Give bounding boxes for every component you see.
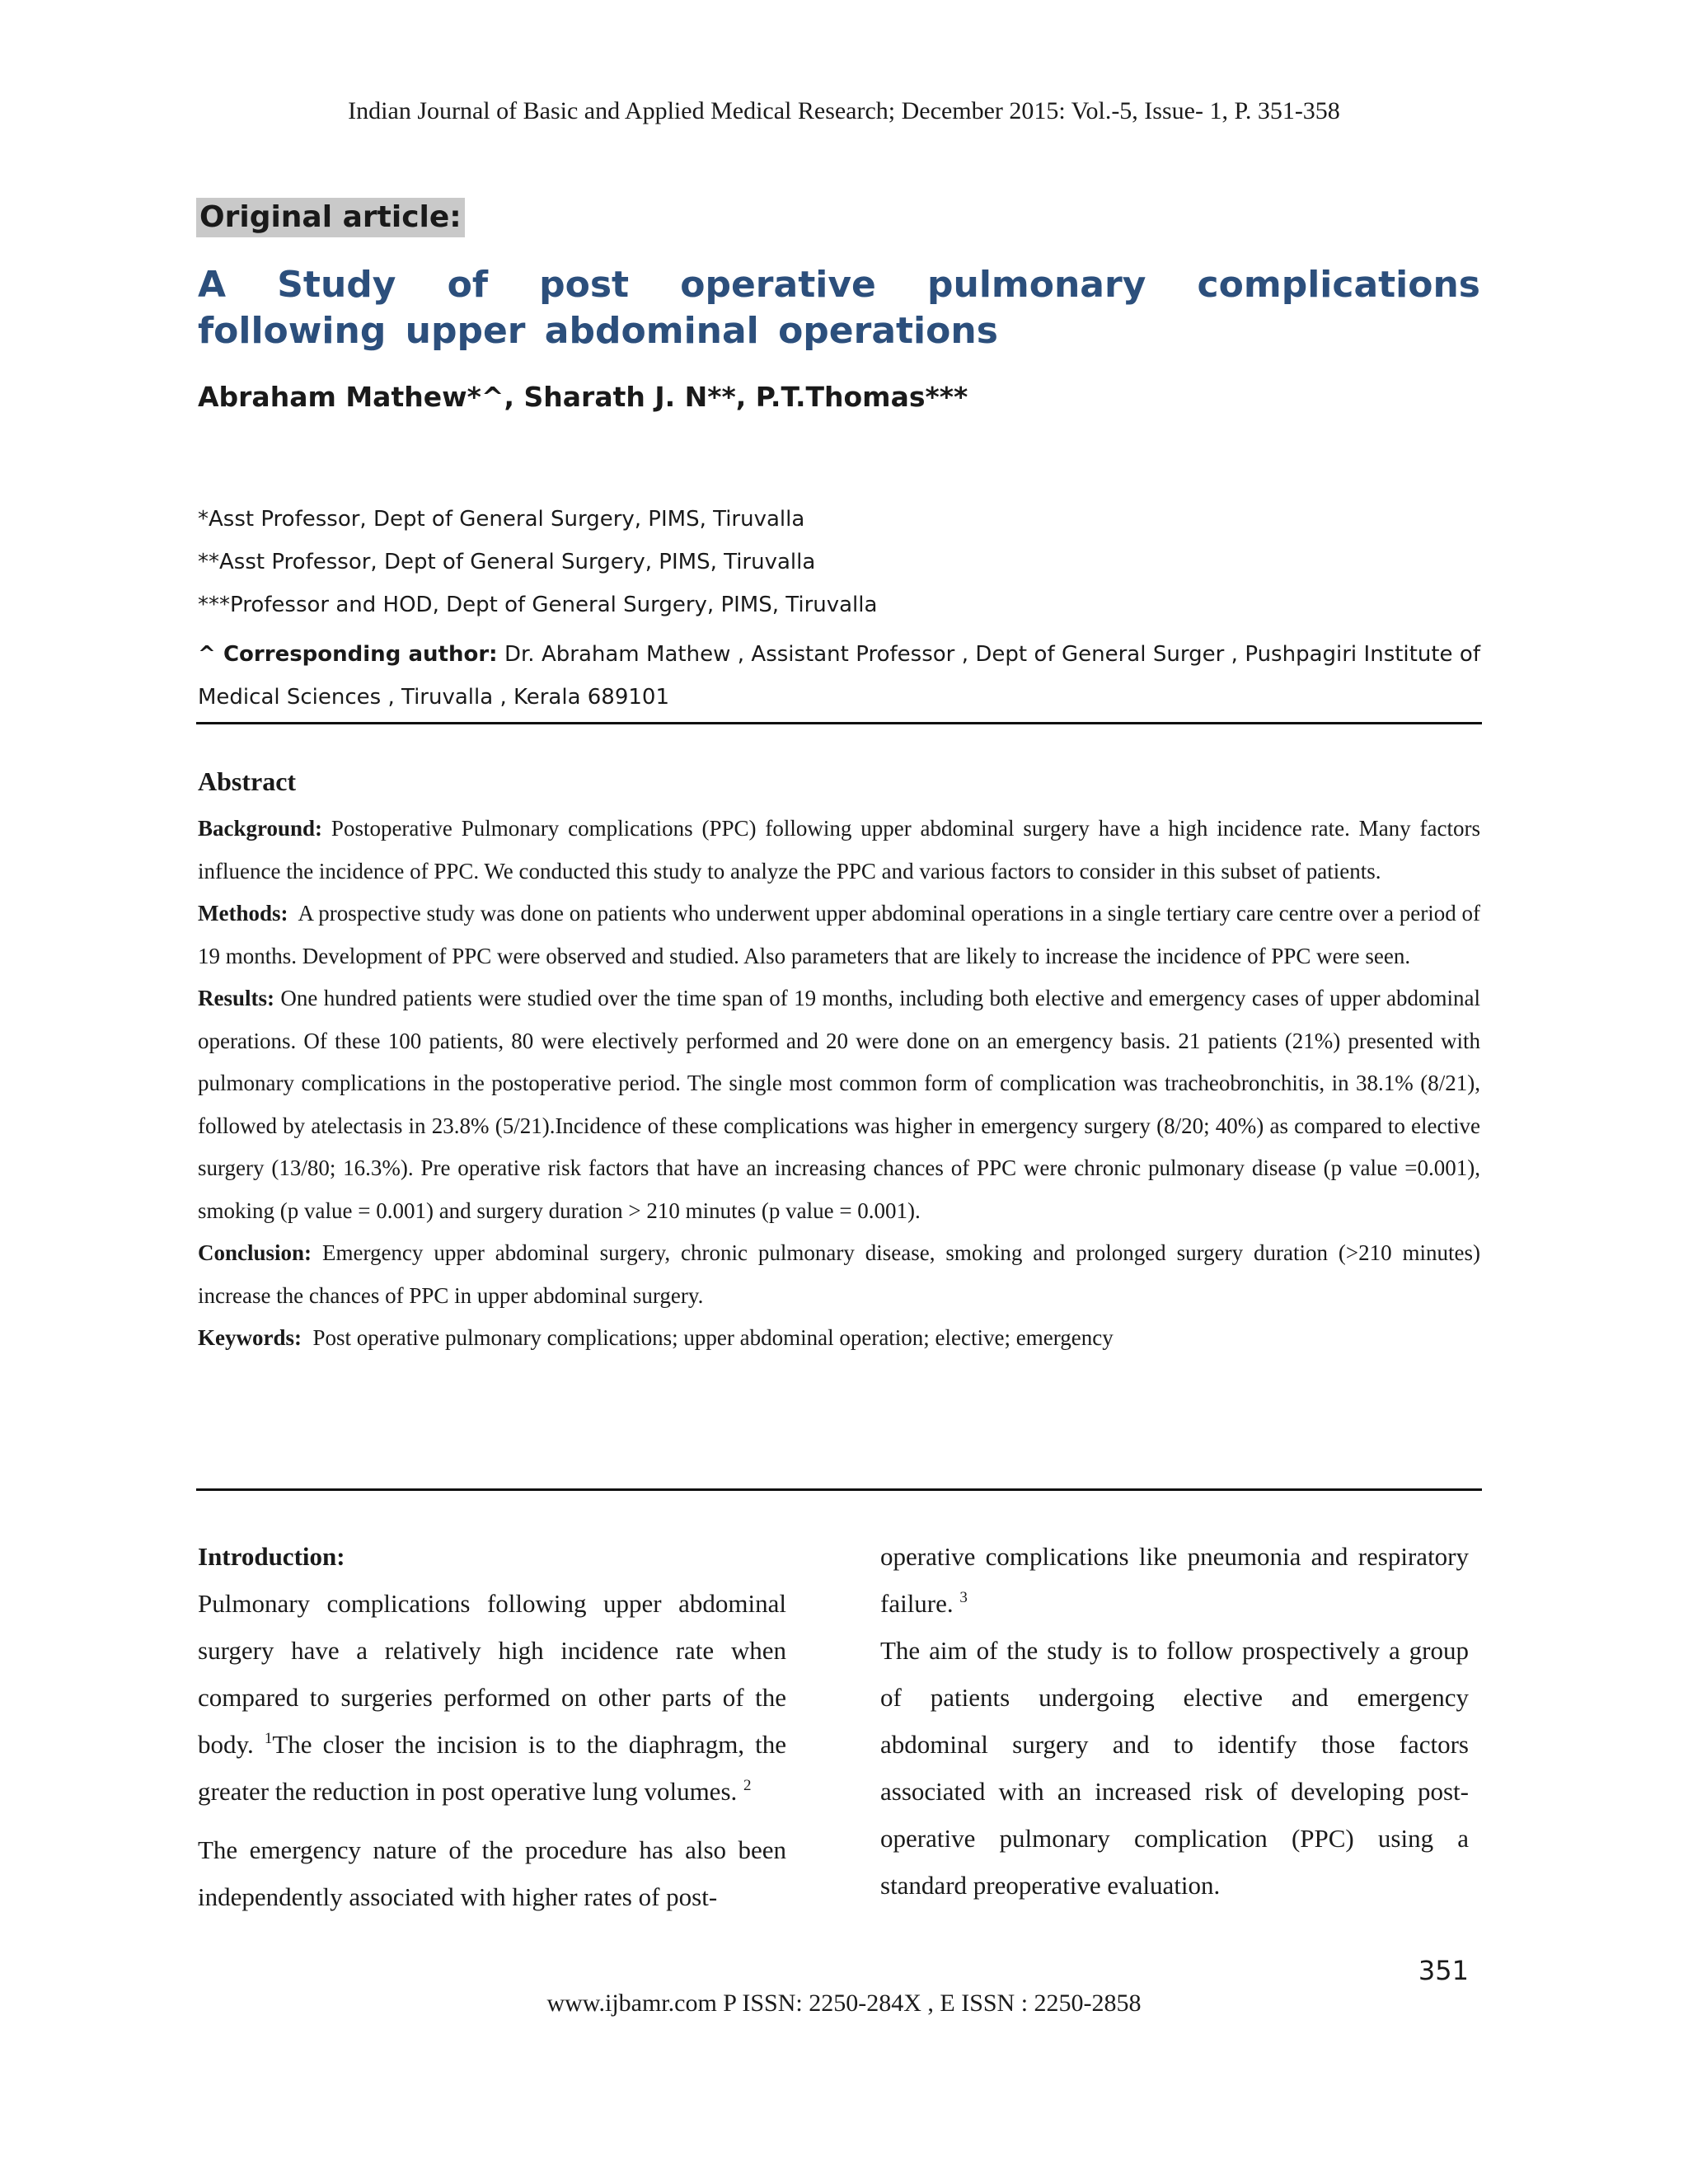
intro-p3-text: operative complications like pneumonia and respiratory failure. — [880, 1542, 1469, 1618]
abstract-methods — [198, 893, 1480, 977]
intro-paragraph-3 — [880, 1533, 1469, 1627]
keywords-label: Keywords: — [198, 1325, 302, 1350]
divider-bottom — [196, 1488, 1482, 1491]
methods-text: A prospective study was done on patients who underwent upper abdominal operations in a single tertiary care centre over a period of 19 months. Development of PPC were observed and studied. Also parameters that are likely to increase the incidence of PPC were seen. — [198, 901, 1480, 968]
conclusion-label: Conclusion: — [198, 1240, 312, 1265]
affiliation-3: ***Professor and HOD, Dept of General Surgery, PIMS, Tiruvalla — [198, 593, 878, 617]
footer-issn: www.ijbamr.com P ISSN: 2250-284X , E ISSN : 2250-2858 — [546, 1990, 1142, 2017]
article-title: A Study of post operative pulmonary complications following upper abdominal operations — [198, 264, 1480, 352]
intro-p1-text-a: Pulmonary complications following upper abdominal surgery have a relatively high incidence rate when compared to surgeries performed on other parts of the body. — [198, 1589, 786, 1759]
corresponding-author-text: Dr. Abraham Mathew , Assistant Professor , Dept of General Surger , Pushpagiri Institute of Medical Sciences , Tiruvalla , Kerala 689101 — [198, 642, 1480, 710]
corresponding-author-label: ^ Corresponding author: — [198, 642, 498, 667]
divider-top — [196, 722, 1482, 724]
results-text: One hundred patients were studied over the time span of 19 months, including both elective and emergency cases of upper abdominal operations. Of these 100 patients, 80 were electively performed and 20 were done on an emergency basis. 21 patients (21%) presented with pulmonary complications in the postoperative period. The single most common form of complication was tracheobronchitis, in 38.1% (8/21), followed by atelectasis in 23.8% (5/21).Incidence of these complications was higher in emergency surgery (8/20; 40%) as compared to elective surgery (13/80; 16.3%). Pre operative risk factors that have an increasing chances of PPC were chronic pulmonary disease (p value =0.001), smoking (p value = 0.001) and surgery duration > 210 minutes (p value = 0.001). — [198, 986, 1480, 1223]
keywords-text: Post operative pulmonary complications; upper abdominal operation; elective; emergency — [312, 1325, 1114, 1350]
abstract-results — [198, 977, 1480, 1232]
affiliation-1: *Asst Professor, Dept of General Surgery, PIMS, Tiruvalla — [198, 507, 805, 532]
intro-paragraph-4: The aim of the study is to follow prospectively a group of patients undergoing elective and emergency abdominal surgery and to identify those factors associated with an increased risk of developing post-operative pulmonary complication (PPC) using a standard preoperative evaluation. — [880, 1636, 1469, 1900]
corresponding-author — [198, 633, 1480, 719]
right-column — [880, 1533, 1469, 1909]
intro-paragraph-2: The emergency nature of the procedure has also been independently associated with higher rates of post- — [198, 1835, 786, 1911]
results-label: Results: — [198, 986, 274, 1010]
background-text: Postoperative Pulmonary complications (PPC) following upper abdominal surgery have a high incidence rate. Many factors influence the incidence of PPC. We conducted this study to analyze the PPC and various factors to consider in this subset of patients. — [198, 816, 1481, 883]
abstract-background — [198, 808, 1480, 893]
author-list: Abraham Mathew*^, Sharath J. N**, P.T.Thomas*** — [198, 381, 968, 413]
background-label: Background: — [198, 816, 323, 841]
page-number: 351 — [1418, 1955, 1469, 1986]
introduction-heading: Introduction: — [198, 1542, 345, 1571]
journal-header: Indian Journal of Basic and Applied Medical Research; December 2015: Vol.-5, Issue- 1, P. 351-358 — [348, 97, 1340, 124]
abstract-conclusion — [198, 1232, 1480, 1317]
citation-3: 3 — [959, 1589, 968, 1606]
left-column — [198, 1533, 786, 1920]
methods-label: Methods: — [198, 901, 288, 926]
citation-2: 2 — [743, 1777, 752, 1794]
abstract-heading: Abstract — [198, 766, 297, 796]
conclusion-text: Emergency upper abdominal surgery, chronic pulmonary disease, smoking and prolonged surgery duration (>210 minutes) increase the chances of PPC in upper abdominal surgery. — [198, 1240, 1480, 1308]
intro-p1-text-b: The closer the incision is to the diaphragm, the greater the reduction in post operative lung volumes. — [198, 1730, 786, 1806]
intro-paragraph-1 — [198, 1580, 786, 1815]
abstract-keywords — [198, 1317, 1480, 1360]
abstract-body — [198, 808, 1480, 1360]
citation-1: 1 — [264, 1730, 273, 1747]
affiliation-2: **Asst Professor, Dept of General Surgery, PIMS, Tiruvalla — [198, 550, 816, 574]
article-type-label: Original article: — [196, 198, 465, 237]
